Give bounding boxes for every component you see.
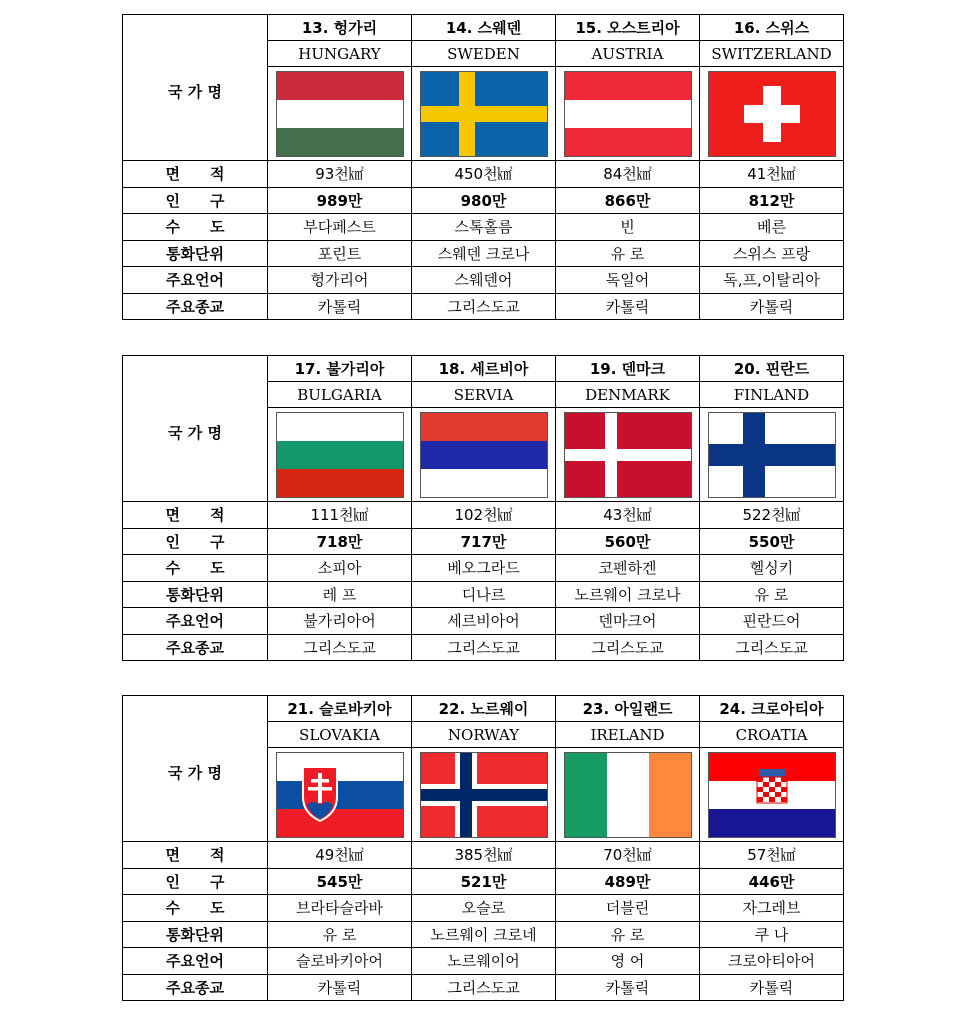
religion-label: 주요종교 xyxy=(123,293,268,320)
religion-label: 주요종교 xyxy=(123,974,268,1001)
area-value: 57천㎢ xyxy=(700,842,844,869)
austria-flag-icon xyxy=(564,71,692,157)
religion-value: 그리스도교 xyxy=(412,974,556,1001)
currency-value: 노르웨이 크로나 xyxy=(556,581,700,608)
area-label: 면 적 xyxy=(123,842,268,869)
area-value: 522천㎢ xyxy=(700,502,844,529)
language-value: 스웨덴어 xyxy=(412,267,556,294)
country-name-en: FINLAND xyxy=(700,382,844,408)
flag-cell xyxy=(556,67,700,161)
language-label: 주요언어 xyxy=(123,948,268,975)
slovakia-flag-icon xyxy=(276,752,404,838)
capital-value: 코펜하겐 xyxy=(556,555,700,582)
country-name-ko: 23. 아일랜드 xyxy=(556,696,700,722)
capital-label: 수 도 xyxy=(123,214,268,241)
capital-value: 베른 xyxy=(700,214,844,241)
currency-label: 통화단위 xyxy=(123,240,268,267)
religion-value: 카톨릭 xyxy=(556,974,700,1001)
language-label: 주요언어 xyxy=(123,608,268,635)
flag-cell xyxy=(700,408,844,502)
capital-value: 베오그라드 xyxy=(412,555,556,582)
ireland-flag-icon xyxy=(564,752,692,838)
currency-value: 디나르 xyxy=(412,581,556,608)
population-value: 560만 xyxy=(556,528,700,555)
flag-cell xyxy=(700,67,844,161)
language-value: 헝가리어 xyxy=(268,267,412,294)
currency-label: 통화단위 xyxy=(123,581,268,608)
population-value: 550만 xyxy=(700,528,844,555)
flag-cell xyxy=(412,67,556,161)
religion-value: 그리스도교 xyxy=(412,293,556,320)
population-value: 980만 xyxy=(412,187,556,214)
area-value: 43천㎢ xyxy=(556,502,700,529)
country-name-ko: 14. 스웨덴 xyxy=(412,15,556,41)
population-label: 인 구 xyxy=(123,187,268,214)
country-name-en: SWEDEN xyxy=(412,41,556,67)
flag-cell xyxy=(268,67,412,161)
country-name-ko: 16. 스위스 xyxy=(700,15,844,41)
country-name-ko: 15. 오스트리아 xyxy=(556,15,700,41)
language-value: 덴마크어 xyxy=(556,608,700,635)
country-name-ko: 20. 핀란드 xyxy=(700,356,844,382)
country-name-ko: 18. 세르비아 xyxy=(412,356,556,382)
currency-value: 스위스 프랑 xyxy=(700,240,844,267)
currency-value: 쿠 나 xyxy=(700,921,844,948)
population-value: 989만 xyxy=(268,187,412,214)
capital-value: 오슬로 xyxy=(412,895,556,922)
language-label: 주요언어 xyxy=(123,267,268,294)
country-name-en: DENMARK xyxy=(556,382,700,408)
capital-value: 자그레브 xyxy=(700,895,844,922)
country-name-en: SWITZERLAND xyxy=(700,41,844,67)
hungary-flag-icon xyxy=(276,71,404,157)
country-name-en: SERVIA xyxy=(412,382,556,408)
country-name-en: IRELAND xyxy=(556,722,700,748)
capital-label: 수 도 xyxy=(123,895,268,922)
currency-value: 레 프 xyxy=(268,581,412,608)
croatia-flag-icon xyxy=(708,752,836,838)
area-value: 70천㎢ xyxy=(556,842,700,869)
flag-cell xyxy=(268,408,412,502)
religion-value: 카톨릭 xyxy=(268,293,412,320)
language-value: 독일어 xyxy=(556,267,700,294)
currency-value: 유 로 xyxy=(700,581,844,608)
flag-cell xyxy=(268,748,412,842)
area-value: 93천㎢ xyxy=(268,161,412,188)
bulgaria-flag-icon xyxy=(276,412,404,498)
capital-value: 브라타슬라바 xyxy=(268,895,412,922)
language-value: 세르비아어 xyxy=(412,608,556,635)
area-value: 111천㎢ xyxy=(268,502,412,529)
country-name-ko: 24. 크로아티아 xyxy=(700,696,844,722)
capital-value: 헬싱키 xyxy=(700,555,844,582)
capital-value: 스톡홀름 xyxy=(412,214,556,241)
population-value: 718만 xyxy=(268,528,412,555)
country-name-en: SLOVAKIA xyxy=(268,722,412,748)
country-table-1 xyxy=(122,14,844,320)
country-name-ko: 17. 불가리아 xyxy=(268,356,412,382)
flag-cell xyxy=(556,408,700,502)
language-value: 핀란드어 xyxy=(700,608,844,635)
country-name-label: 국 가 명 xyxy=(123,696,268,842)
country-name-en: HUNGARY xyxy=(268,41,412,67)
flag-cell xyxy=(412,408,556,502)
currency-value: 포린트 xyxy=(268,240,412,267)
population-label: 인 구 xyxy=(123,528,268,555)
serbia-flag-icon xyxy=(420,412,548,498)
capital-label: 수 도 xyxy=(123,555,268,582)
religion-value: 카톨릭 xyxy=(268,974,412,1001)
population-value: 866만 xyxy=(556,187,700,214)
flag-cell xyxy=(556,748,700,842)
language-value: 노르웨이어 xyxy=(412,948,556,975)
language-value: 슬로바키아어 xyxy=(268,948,412,975)
finland-flag-icon xyxy=(708,412,836,498)
area-value: 385천㎢ xyxy=(412,842,556,869)
religion-label: 주요종교 xyxy=(123,634,268,661)
population-value: 812만 xyxy=(700,187,844,214)
country-table-3 xyxy=(122,695,844,1001)
area-value: 49천㎢ xyxy=(268,842,412,869)
sweden-flag-icon xyxy=(420,71,548,157)
country-name-en: BULGARIA xyxy=(268,382,412,408)
country-name-ko: 21. 슬로바키아 xyxy=(268,696,412,722)
currency-value: 유 로 xyxy=(556,240,700,267)
area-label: 면 적 xyxy=(123,161,268,188)
currency-value: 유 로 xyxy=(268,921,412,948)
area-value: 450천㎢ xyxy=(412,161,556,188)
population-value: 446만 xyxy=(700,868,844,895)
area-value: 84천㎢ xyxy=(556,161,700,188)
capital-value: 소피아 xyxy=(268,555,412,582)
flag-cell xyxy=(412,748,556,842)
country-name-en: NORWAY xyxy=(412,722,556,748)
language-value: 영 어 xyxy=(556,948,700,975)
norway-flag-icon xyxy=(420,752,548,838)
currency-value: 스웨덴 크로나 xyxy=(412,240,556,267)
religion-value: 그리스도교 xyxy=(556,634,700,661)
currency-value: 유 로 xyxy=(556,921,700,948)
language-value: 독,프,이탈리아 xyxy=(700,267,844,294)
religion-value: 카톨릭 xyxy=(556,293,700,320)
currency-label: 통화단위 xyxy=(123,921,268,948)
religion-value: 그리스도교 xyxy=(412,634,556,661)
capital-value: 부다페스트 xyxy=(268,214,412,241)
religion-value: 그리스도교 xyxy=(700,634,844,661)
language-value: 크로아티아어 xyxy=(700,948,844,975)
country-name-en: AUSTRIA xyxy=(556,41,700,67)
population-value: 545만 xyxy=(268,868,412,895)
area-value: 102천㎢ xyxy=(412,502,556,529)
religion-value: 그리스도교 xyxy=(268,634,412,661)
language-value: 불가리아어 xyxy=(268,608,412,635)
population-value: 717만 xyxy=(412,528,556,555)
area-value: 41천㎢ xyxy=(700,161,844,188)
capital-value: 더블린 xyxy=(556,895,700,922)
country-name-label: 국 가 명 xyxy=(123,15,268,161)
country-name-label: 국 가 명 xyxy=(123,356,268,502)
switzerland-flag-icon xyxy=(708,71,836,157)
capital-value: 빈 xyxy=(556,214,700,241)
religion-value: 카톨릭 xyxy=(700,974,844,1001)
religion-value: 카톨릭 xyxy=(700,293,844,320)
population-value: 521만 xyxy=(412,868,556,895)
denmark-flag-icon xyxy=(564,412,692,498)
currency-value: 노르웨이 크로네 xyxy=(412,921,556,948)
country-name-en: CROATIA xyxy=(700,722,844,748)
population-value: 489만 xyxy=(556,868,700,895)
flag-cell xyxy=(700,748,844,842)
country-table-2 xyxy=(122,355,844,661)
country-name-ko: 22. 노르웨이 xyxy=(412,696,556,722)
country-name-ko: 13. 헝가리 xyxy=(268,15,412,41)
area-label: 면 적 xyxy=(123,502,268,529)
country-name-ko: 19. 덴마크 xyxy=(556,356,700,382)
population-label: 인 구 xyxy=(123,868,268,895)
